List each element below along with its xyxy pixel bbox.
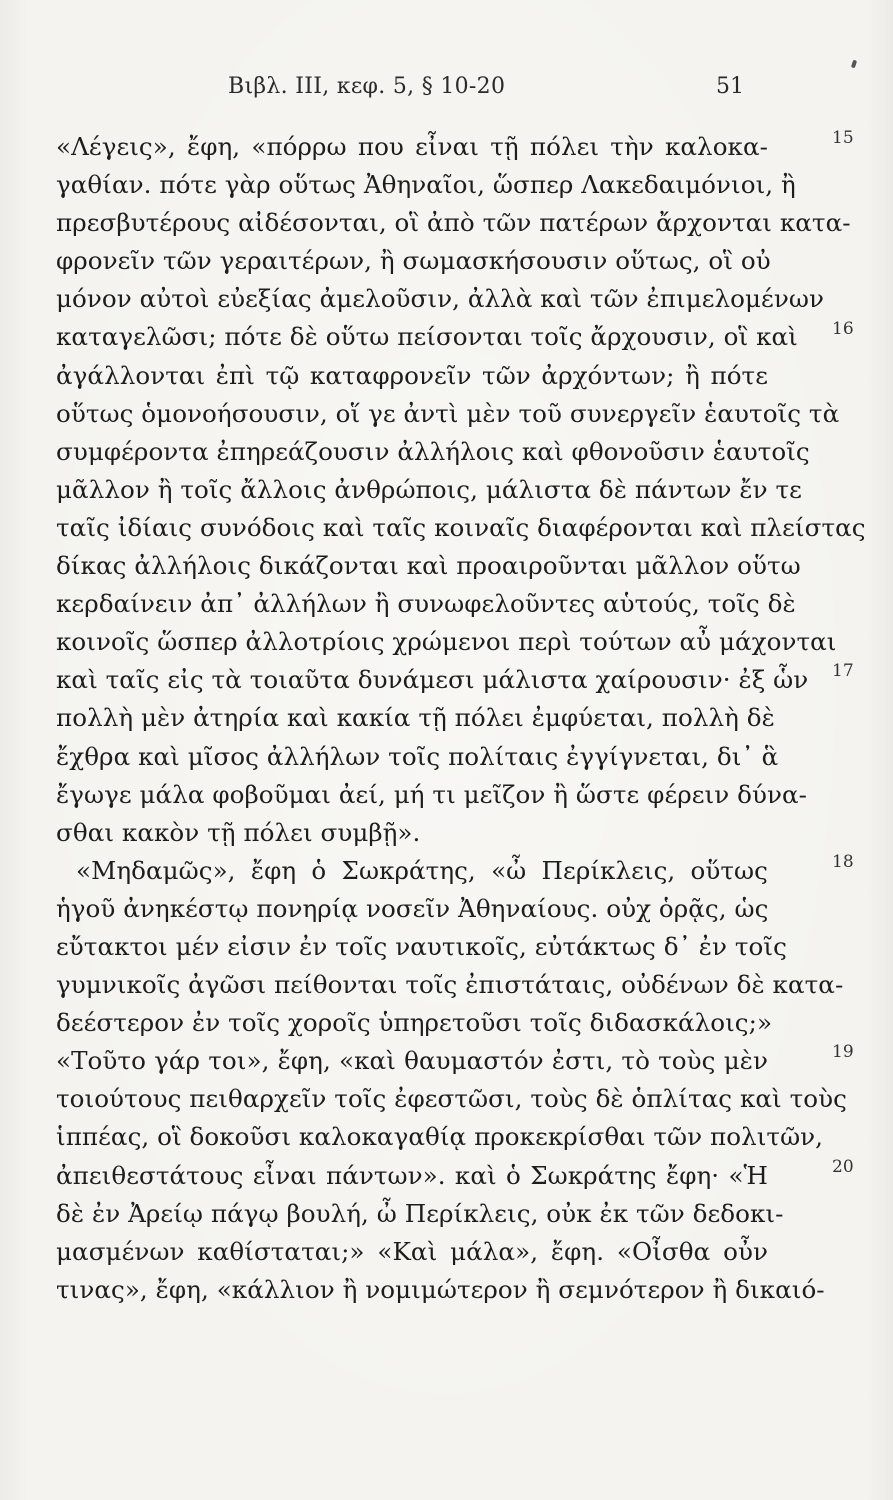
page-number: 51 [716,74,744,99]
text-line: γυμνικοῖς ἀγῶσι πείθονται τοῖς ἐπιστάταις, οὐδένων δὲ κατα- [56,970,844,1000]
text-line: τινας», ἔφη, «κάλλιον ἢ νομιμώτερον ἢ σεμνότερον ἢ δικαιό- [56,1274,825,1304]
margin-section-number: 15 [832,128,854,148]
text-line: κοινοῖς ὥσπερ ἀλλοτρίοις χρώμενοι περὶ τούτων αὖ μάχονται [56,627,837,657]
text-line: ἀπειθεστάτους εἶναι πάντων». καὶ ὁ Σωκράτης ἔφη· «Ἡ [56,1160,768,1190]
text-line: μασμένων καθίσταται;» «Καὶ μάλα», ἔφη. «Οἶσθα οὖν [56,1236,768,1266]
text-line: ἡγοῦ ἀνηκέστῳ πονηρίᾳ νοσεῖν Ἀθηναίους. οὐχ ὁρᾷς, ὡς [56,893,769,923]
text-line: δίκας ἀλλήλοις δικάζονται καὶ προαιροῦνται μᾶλλον οὕτω [56,551,801,581]
text-line: καταγελῶσι; πότε δὲ οὕτω πείσονται τοῖς ἄρχουσιν, οἳ καὶ [56,322,798,352]
text-line: δὲ ἐν Ἀρείῳ πάγῳ βουλή, ὦ Περίκλεις, οὐκ ἐκ τῶν δεδοκι- [56,1198,784,1228]
margin-section-number: 16 [832,318,854,339]
text-line: «Τοῦτο γάρ τοι», ἔφη, «καὶ θαυμαστόν ἐστι, τὸ τοὺς μὲν [56,1046,768,1076]
text-line: σθαι κακὸν τῇ πόλει συμβῇ». [56,817,421,847]
text-line: οὕτως ὁμονοήσουσιν, οἵ γε ἀντὶ μὲν τοῦ συνεργεῖν ἑαυτοῖς τὰ [56,398,840,428]
text-line: ἔχθρα καὶ μῖσος ἀλλήλων τοῖς πολίταις ἐγγίγνεται, δι᾽ ἃ [56,741,779,771]
text-line: κερδαίνειν ἀπ᾽ ἀλλήλων ἢ συνωφελοῦντες αὑτούς, τοῖς δὲ [56,589,796,619]
text-line: τοιούτους πειθαρχεῖν τοῖς ἐφεστῶσι, τοὺς δὲ ὁπλίτας καὶ τοὺς [56,1084,847,1114]
text-line: πολλὴ μὲν ἀτηρία καὶ κακία τῇ πόλει ἐμφύεται, πολλὴ δὲ [56,703,775,733]
margin-section-number: 20 [832,1156,854,1177]
body-text [56,128,866,1309]
text-line: φρονεῖν τῶν γεραιτέρων, ἢ σωμασκήσουσιν οὕτως, οἳ οὐ [56,246,771,276]
text-line: ἔγωγε μάλα φοβοῦμαι ἀεί, μή τι μεῖζον ἢ ὥστε φέρειν δύνα- [56,779,807,809]
text-line: ἀγάλλονται ἐπὶ τῷ καταφρονεῖν τῶν ἀρχόντων; ἢ πότε [56,360,768,390]
margin-section-number: 17 [832,661,854,682]
running-head: Βιβλ. III, κεφ. 5, § 10-20 [228,74,506,99]
text-line: μᾶλλον ἢ τοῖς ἄλλοις ἀνθρώποις, μάλιστα δὲ πάντων ἔν τε [56,474,802,504]
text-line: «Μηδαμῶς», ἔφη ὁ Σωκράτης, «ὦ Περίκλεις, οὕτως [76,855,768,885]
ink-mark [851,60,857,69]
text-line: μόνον αὐτοὶ εὐεξίας ἀμελοῦσιν, ἀλλὰ καὶ τῶν ἐπιμελομένων [56,284,824,314]
text-line: δεέστερον ἐν τοῖς χοροῖς ὑπηρετοῦσι τοῖς διδασκάλοις;» [56,1008,773,1038]
text-line: συμφέροντα ἐπηρεάζουσιν ἀλλήλοις καὶ φθονοῦσιν ἑαυτοῖς [56,436,810,466]
margin-section-number: 18 [832,851,854,872]
text-line: πρεσβυτέρους αἰδέσονται, οἳ ἀπὸ τῶν πατέρων ἄρχονται κατα- [56,208,851,238]
text-line: καὶ ταῖς εἰς τὰ τοιαῦτα δυνάμεσι μάλιστα χαίρουσιν· ἐξ ὧν [56,665,809,695]
text-line: γαθίαν. πότε γὰρ οὕτως Ἀθηναῖοι, ὥσπερ Λακεδαιμόνιοι, ἢ [56,170,796,200]
text-line: ταῖς ἰδίαις συνόδοις καὶ ταῖς κοιναῖς διαφέρονται καὶ πλείστας [56,512,866,542]
text-line: «Λέγεις», ἔφη, «πόρρω που εἶναι τῇ πόλει τὴν καλοκα- [56,132,768,161]
margin-section-number: 19 [832,1042,854,1063]
text-line: εὔτακτοι μέν εἰσιν ἐν τοῖς ναυτικοῖς, εὐτάκτως δ᾽ ἐν τοῖς [56,931,787,961]
text-line: ἱππέας, οἳ δοκοῦσι καλοκαγαθίᾳ προκεκρίσθαι τῶν πολιτῶν, [56,1122,824,1152]
